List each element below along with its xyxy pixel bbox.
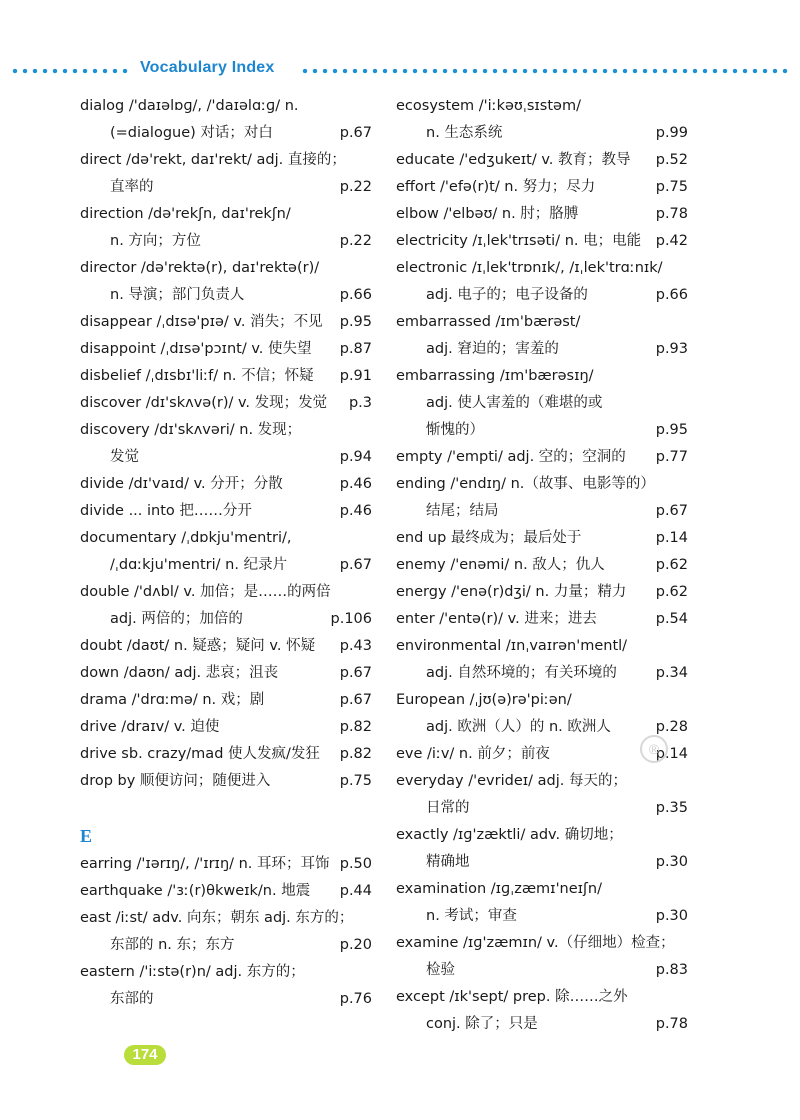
vocab-entry-line	[396, 876, 688, 903]
entry-page-ref: p.75	[655, 179, 688, 195]
entry-page-ref: p.67	[339, 692, 372, 708]
entry-text: 东部的 n. 东；东方	[110, 937, 235, 953]
entry-text: doubt /daʊt/ n. 疑惑；疑问 v. 怀疑	[80, 638, 316, 654]
vocab-entry-line	[80, 282, 372, 309]
section-gap	[80, 795, 372, 821]
vocab-entry-line	[396, 228, 688, 255]
entry-page-ref: p.46	[339, 476, 372, 492]
vocab-entry-line	[396, 417, 688, 444]
entry-page-ref: p.43	[339, 638, 372, 654]
entry-text: down /daʊn/ adj. 悲哀；沮丧	[80, 665, 279, 681]
vocab-entry-line	[396, 660, 688, 687]
entry-page-ref: p.14	[655, 746, 688, 762]
entry-page-ref: p.22	[339, 233, 372, 249]
entry-text: eve /iːv/ n. 前夕；前夜	[396, 746, 550, 762]
entry-page-ref: p.94	[339, 449, 372, 465]
vocab-entry-line	[80, 741, 372, 768]
entry-page-ref: p.78	[655, 1016, 688, 1032]
vocab-entry-line	[80, 201, 372, 228]
entry-text: disappoint /ˌdɪsə'pɔɪnt/ v. 使失望	[80, 341, 312, 357]
entry-page-ref: p.83	[655, 962, 688, 978]
entry-text: enemy /'enəmi/ n. 敌人；仇人	[396, 557, 605, 573]
entry-text: earring /'ɪərɪŋ/, /'ɪrɪŋ/ n. 耳环；耳饰	[80, 856, 330, 872]
vocab-entry-line	[80, 714, 372, 741]
entry-page-ref: p.75	[339, 773, 372, 789]
vocab-entry-line	[80, 444, 372, 471]
vocab-entry-line	[396, 525, 688, 552]
vocab-entry-line	[396, 579, 688, 606]
entry-page-ref: p.82	[339, 746, 372, 762]
entry-page-ref: p.62	[655, 584, 688, 600]
entry-text: 直率的	[110, 179, 154, 195]
entry-page-ref: p.30	[655, 908, 688, 924]
vocab-entry-line	[396, 336, 688, 363]
vocab-entry-line	[80, 851, 372, 878]
entry-page-ref: p.95	[339, 314, 372, 330]
entry-text: adj. 电子的；电子设备的	[426, 287, 588, 303]
vocab-entry-line	[80, 552, 372, 579]
vocab-entry-line	[80, 498, 372, 525]
entry-page-ref: p.99	[655, 125, 688, 141]
entry-page-ref: p.106	[330, 611, 372, 627]
left-column	[80, 93, 372, 1013]
entry-text: 日常的	[426, 800, 470, 816]
entry-page-ref: p.50	[339, 856, 372, 872]
vocab-entry-line	[80, 905, 372, 932]
entry-text: disappear /ˌdɪsə'pɪə/ v. 消失；不见	[80, 314, 323, 330]
entry-text: adj. 窘迫的；害羞的	[426, 341, 559, 357]
entry-page-ref: p.67	[655, 503, 688, 519]
vocab-entry-line	[396, 633, 688, 660]
entry-text: disbelief /ˌdɪsbɪ'liːf/ n. 不信；怀疑	[80, 368, 314, 384]
entry-page-ref: p.52	[655, 152, 688, 168]
entry-text: 精确地	[426, 854, 470, 870]
vocab-entry-line	[80, 660, 372, 687]
entry-text: eastern /'iːstə(r)n/ adj. 东方的；	[80, 964, 305, 980]
header-dots-right	[300, 68, 792, 74]
entry-text: 东部的	[110, 991, 154, 1007]
entry-text: drive /draɪv/ v. 迫使	[80, 719, 220, 735]
entry-page-ref: p.30	[655, 854, 688, 870]
entry-text: (=dialogue) 对话；对白	[110, 125, 273, 141]
entry-page-ref: p.66	[655, 287, 688, 303]
entry-text: 发觉	[110, 449, 139, 465]
entry-text: elbow /'elbəʊ/ n. 肘；胳膊	[396, 206, 579, 222]
entry-text: earthquake /'ɜː(r)θkweɪk/n. 地震	[80, 883, 311, 899]
entry-page-ref: p.3	[348, 395, 372, 411]
entry-text: environmental /ɪnˌvaɪrən'mentl/	[396, 638, 628, 654]
entry-text: drama /'drɑːmə/ n. 戏；剧	[80, 692, 265, 708]
vocab-entry-line	[396, 255, 688, 282]
vocab-entry-line	[80, 336, 372, 363]
entry-page-ref: p.34	[655, 665, 688, 681]
entry-text: conj. 除了；只是	[426, 1016, 538, 1032]
entry-text: divide /dɪ'vaɪd/ v. 分开；分散	[80, 476, 283, 492]
entry-page-ref: p.28	[655, 719, 688, 735]
entry-text: end up 最终成为；最后处于	[396, 530, 582, 546]
entry-page-ref: p.67	[339, 125, 372, 141]
entry-text: examination /ɪɡˌzæmɪ'neɪʃn/	[396, 881, 603, 897]
vocab-entry-line	[80, 390, 372, 417]
entry-text: educate /'edʒukeɪt/ v. 教育；教导	[396, 152, 631, 168]
entry-text: discover /dɪ'skʌvə(r)/ v. 发现；发觉	[80, 395, 328, 411]
entry-text: energy /'enə(r)dʒi/ n. 力量；精力	[396, 584, 627, 600]
vocab-entry-line	[80, 687, 372, 714]
entry-text: European /ˌjʊ(ə)rə'piːən/	[396, 692, 572, 708]
entry-text: effort /'efə(r)t/ n. 努力；尽力	[396, 179, 596, 195]
entry-page-ref: p.54	[655, 611, 688, 627]
vocab-entry-line	[80, 959, 372, 986]
entry-text: adj. 欧洲（人）的 n. 欧洲人	[426, 719, 611, 735]
entry-text: 惭愧的）	[426, 422, 484, 438]
entry-page-ref: p.67	[339, 665, 372, 681]
vocab-entry-line	[80, 174, 372, 201]
entry-text: direction /də'rekʃn, daɪ'rekʃn/	[80, 206, 291, 222]
vocab-entry-line	[396, 903, 688, 930]
vocab-entry-line	[396, 282, 688, 309]
entry-page-ref: p.82	[339, 719, 372, 735]
vocab-entry-line	[80, 525, 372, 552]
vocab-entry-line	[396, 309, 688, 336]
entry-text: electricity /ɪˌlek'trɪsəti/ n. 电；电能	[396, 233, 642, 249]
entry-text: 检验	[426, 962, 455, 978]
entry-page-ref: p.93	[655, 341, 688, 357]
vocab-entry-line	[396, 147, 688, 174]
entry-page-ref: p.91	[339, 368, 372, 384]
vocab-entry-line	[80, 579, 372, 606]
vocab-entry-line	[396, 768, 688, 795]
vocab-entry-line	[396, 714, 688, 741]
vocab-entry-line	[396, 606, 688, 633]
entry-text: everyday /'evrideɪ/ adj. 每天的；	[396, 773, 627, 789]
vocab-entry-line	[80, 417, 372, 444]
entry-page-ref: p.20	[339, 937, 372, 953]
vocab-entry-line	[80, 606, 372, 633]
entry-text: exactly /ɪɡ'zæktli/ adv. 确切地；	[396, 827, 623, 843]
entry-text: east /iːst/ adv. 向东；朝东 adj. 东方的；	[80, 910, 354, 926]
entry-text: n. 方向；方位	[110, 233, 201, 249]
vocab-entry-line	[80, 471, 372, 498]
entry-text: adj. 两倍的；加倍的	[110, 611, 243, 627]
entry-text: direct /də'rekt, daɪ'rekt/ adj. 直接的；	[80, 152, 346, 168]
entry-page-ref: p.77	[655, 449, 688, 465]
entry-page-ref: p.46	[339, 503, 372, 519]
vocab-entry-line	[396, 390, 688, 417]
entry-page-ref: p.42	[655, 233, 688, 249]
entry-text: drop by 顺便访问；随便进入	[80, 773, 271, 789]
header-dots-left	[10, 68, 132, 74]
vocab-entry-line	[80, 255, 372, 282]
vocab-entry-line	[396, 984, 688, 1011]
page-number-badge: 174	[124, 1045, 166, 1065]
vocab-entry-line	[396, 552, 688, 579]
vocab-entry-line	[396, 174, 688, 201]
vocab-entry-line	[396, 957, 688, 984]
entry-text: divide ... into 把……分开	[80, 503, 252, 519]
entry-text: enter /'entə(r)/ v. 进来；进去	[396, 611, 597, 627]
entry-page-ref: p.35	[655, 800, 688, 816]
vocab-entry-line	[396, 1011, 688, 1038]
section-letter: E	[80, 826, 93, 846]
vocab-entry-line	[396, 822, 688, 849]
entry-text: 结尾；结局	[426, 503, 499, 519]
vocab-entry-line	[396, 201, 688, 228]
entry-text: ecosystem /'iːkəʊˌsɪstəm/	[396, 98, 581, 114]
entry-page-ref: p.95	[655, 422, 688, 438]
vocab-entry-line	[396, 930, 688, 957]
entry-text: n. 生态系统	[426, 125, 503, 141]
right-column	[396, 93, 688, 1038]
vocab-entry-line	[80, 633, 372, 660]
vocab-entry-line	[80, 93, 372, 120]
entry-text: double /'dʌbl/ v. 加倍；是……的两倍	[80, 584, 331, 600]
vocab-entry-line	[396, 471, 688, 498]
vocab-entry-line	[80, 932, 372, 959]
vocab-entry-line	[80, 147, 372, 174]
entry-text: embarrassed /ɪm'bærəst/	[396, 314, 581, 330]
registered-mark: ®	[640, 735, 668, 763]
entry-page-ref: p.67	[339, 557, 372, 573]
vocab-entry-line	[396, 849, 688, 876]
vocab-entry-line	[396, 498, 688, 525]
vocab-entry-line	[80, 878, 372, 905]
entry-page-ref: p.78	[655, 206, 688, 222]
vocab-entry-line	[80, 768, 372, 795]
entry-text: examine /ɪɡ'zæmɪn/ v.（仔细地）检查；	[396, 935, 675, 951]
entry-text: dialog /'daɪəlɒɡ/, /'daɪəlɑːɡ/ n.	[80, 98, 299, 114]
vocabulary-index-header	[0, 58, 800, 84]
vocab-entry-line	[80, 986, 372, 1013]
entry-text: adj. 使人害羞的（难堪的或	[426, 395, 603, 411]
vocab-entry-line	[80, 309, 372, 336]
entry-text: ending /'endɪŋ/ n.（故事、电影等的）	[396, 476, 655, 492]
vocab-entry-line	[396, 120, 688, 147]
entry-text: discovery /dɪ'skʌvəri/ n. 发现；	[80, 422, 302, 438]
entry-page-ref: p.14	[655, 530, 688, 546]
entry-text: n. 考试；审查	[426, 908, 517, 924]
header-title: Vocabulary Index	[140, 59, 275, 76]
entry-text: electronic /ɪˌlek'trɒnɪk/, /ɪˌlek'trɑːnɪk/	[396, 260, 663, 276]
entry-text: n. 导演；部门负责人	[110, 287, 245, 303]
entry-text: documentary /ˌdɒkju'mentri/,	[80, 530, 292, 546]
entry-page-ref: p.22	[339, 179, 372, 195]
vocab-entry-line	[80, 228, 372, 255]
entry-text: /ˌdɑːkju'mentri/ n. 纪录片	[110, 557, 288, 573]
entry-text: empty /'empti/ adj. 空的；空洞的	[396, 449, 626, 465]
vocab-entry-line	[396, 444, 688, 471]
vocab-entry-line	[80, 363, 372, 390]
vocab-entry-line	[396, 687, 688, 714]
vocab-entry-line	[80, 120, 372, 147]
vocab-entry-line	[396, 795, 688, 822]
entry-page-ref: p.44	[339, 883, 372, 899]
entry-text: embarrassing /ɪm'bærəsɪŋ/	[396, 368, 594, 384]
entry-text: adj. 自然环境的；有关环境的	[426, 665, 617, 681]
entry-text: director /də'rektə(r), daɪ'rektə(r)/	[80, 260, 320, 276]
vocab-entry-line	[396, 363, 688, 390]
entry-page-ref: p.87	[339, 341, 372, 357]
entry-text: drive sb. crazy/mad 使人发疯/发狂	[80, 746, 320, 762]
entry-page-ref: p.66	[339, 287, 372, 303]
entry-page-ref: p.76	[339, 991, 372, 1007]
entry-text: except /ɪk'sept/ prep. 除……之外	[396, 989, 628, 1005]
entry-page-ref: p.62	[655, 557, 688, 573]
vocab-entry-line	[396, 93, 688, 120]
